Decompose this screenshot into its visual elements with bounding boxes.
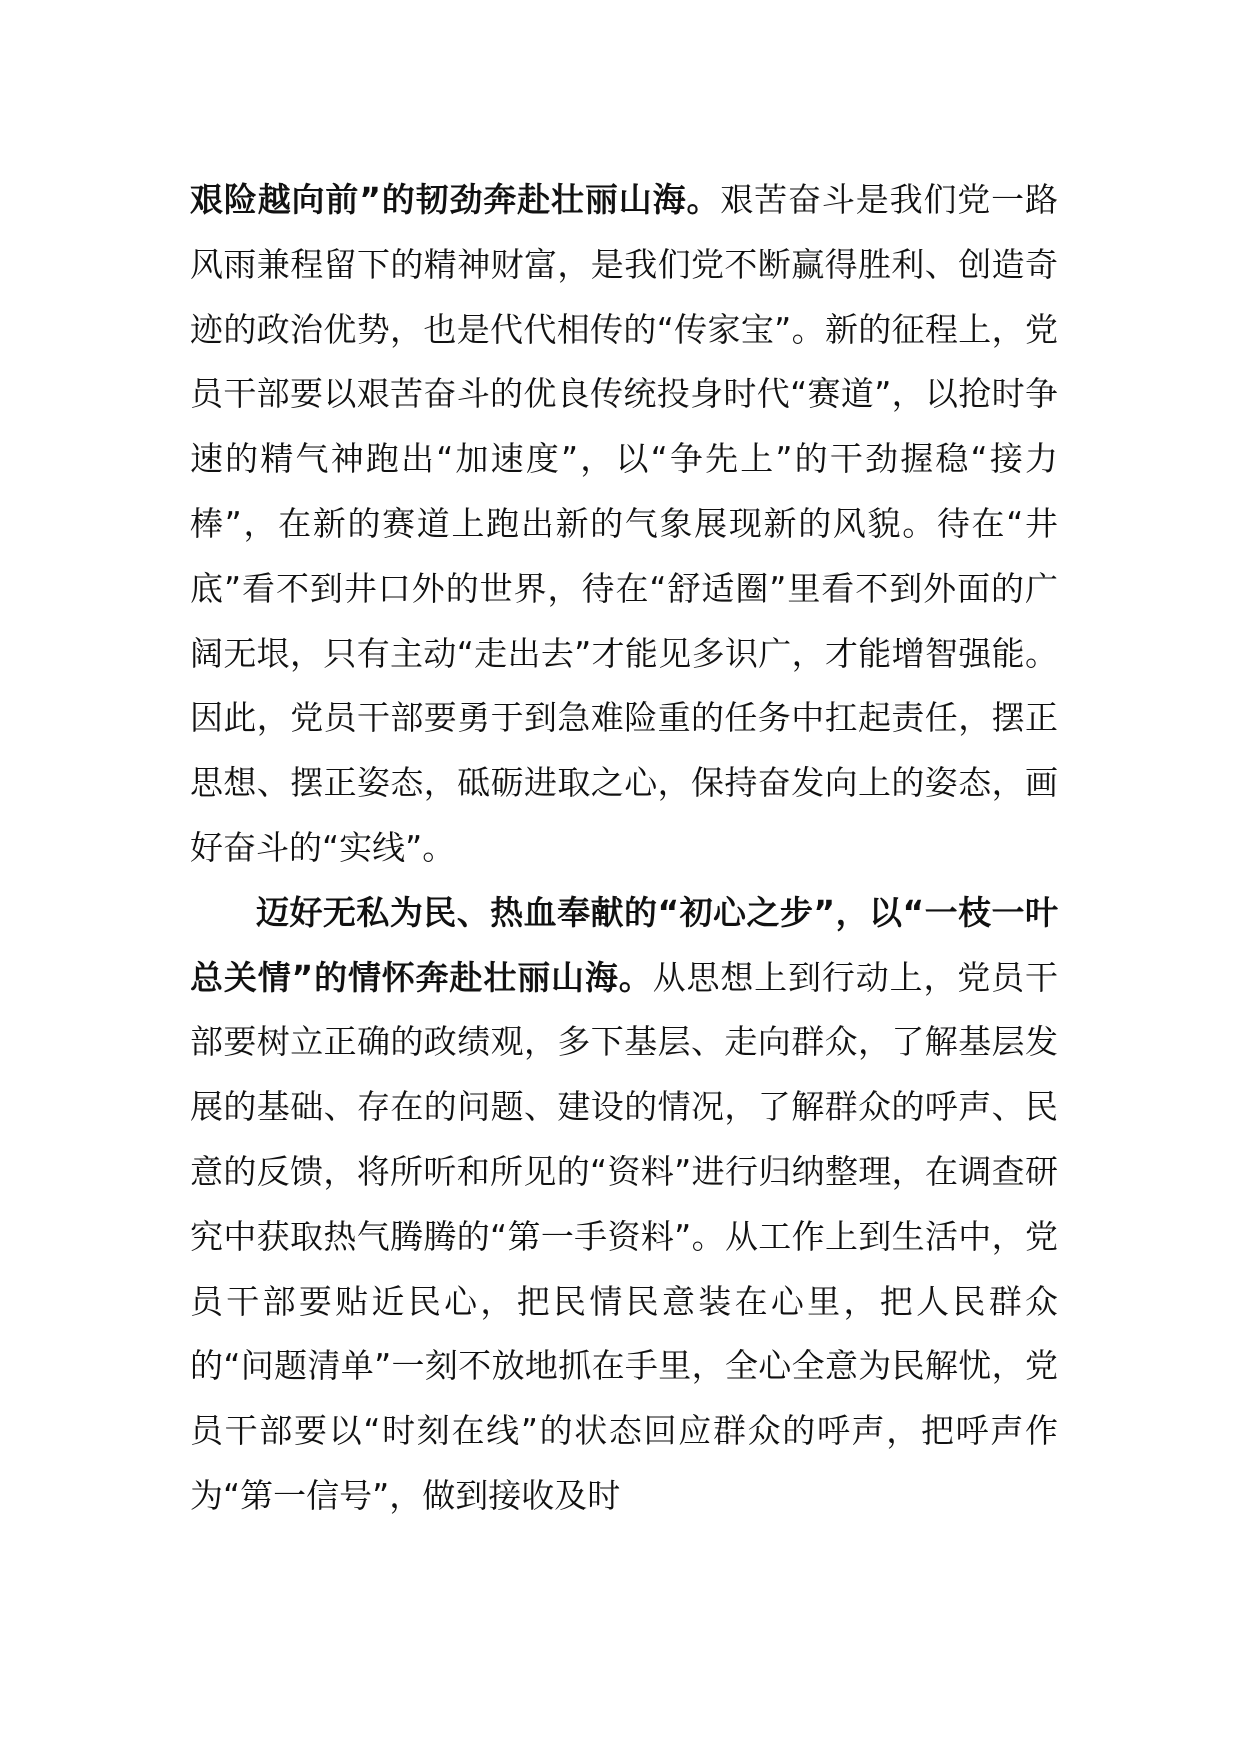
paragraph-1-body: 艰苦奋斗是我们党一路风雨兼程留下的精神财富，是我们党不断赢得胜利、创造奇迹的政治优势，也是代代相传的“传家宝”。新的征程上，党员干部要以艰苦奋斗的优良传统投身时代“赛道”，以抢时争速的精气神跑出“加速度”，以“争先上”的干劲握稳“接力棒”，在新的赛道上跑出新的气象展现新的风貌。待在“井底”看不到井口外的世界，待在“舒适圈”里看不到外面的广阔无垠，只有主动“走出去”才能见多识广，才能增智强能。因此，党员干部要勇于到急难险重的任务中扛起责任，摆正思想、摆正姿态，砥砺进取之心，保持奋发向上的姿态，画好奋斗的“实线”。 [190,180,1058,867]
paragraph-1-bold-heading: 艰险越向前”的韧劲奔赴壮丽山海。 [190,180,721,219]
document-body [190,168,1058,1529]
paragraph-2 [190,881,1058,1529]
paragraph-1 [190,168,1058,881]
paragraph-2-bold-heading: 迈好无私为民、热血奉献的“初心之步”，以“一枝一叶总关情”的情怀奔赴壮丽山海。 [190,892,1058,997]
paragraph-2-body: 从思想上到行动上，党员干部要树立正确的政绩观，多下基层、走向群众，了解基层发展的基础、存在的问题、建设的情况，了解群众的呼声、民意的反馈，将所听和所见的“资料”进行归纳整理，在调查研究中获取热气腾腾的“第一手资料”。从工作上到生活中，党员干部要贴近民心，把民情民意装在心里，把人民群众的“问题清单”一刻不放地抓在手里，全心全意为民解忧，党员干部要以“时刻在线”的状态回应群众的呼声，把呼声作为“第一信号”，做到接收及时 [190,957,1058,1515]
